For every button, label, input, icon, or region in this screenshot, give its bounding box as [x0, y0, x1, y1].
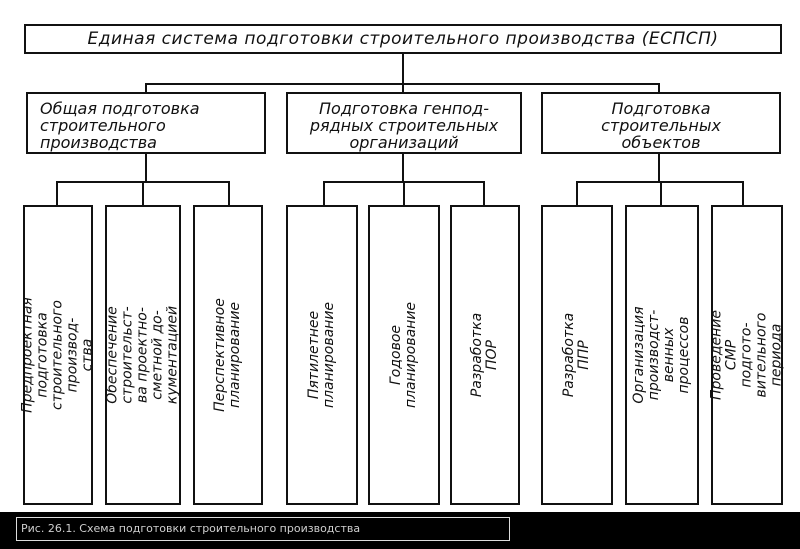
- connector: [403, 181, 405, 206]
- leaf-node-preparatory-works: [708, 205, 785, 505]
- group-node-objects: [541, 92, 781, 154]
- group-node-label: Общая подготовка строительного производства: [40, 99, 200, 152]
- group-node-label: Подготовка строительных объектов: [601, 99, 721, 152]
- leaf-node-label: Перспективное планирование: [212, 298, 243, 412]
- leaf-node-label: Проведение СМР подгото- вительного периода: [708, 309, 785, 401]
- connector: [145, 154, 147, 182]
- connector: [228, 181, 230, 206]
- leaf-node-perspective: [193, 205, 263, 505]
- connector: [742, 181, 744, 206]
- group-node-contractors: [286, 92, 522, 154]
- leaf-node-label: Пятилетнее планирование: [306, 301, 337, 409]
- leaf-node-documentation: [105, 205, 181, 505]
- connector: [402, 54, 404, 84]
- connector: [402, 154, 404, 182]
- group-node-label: Подготовка генпод- рядных строительных организаций: [309, 99, 499, 152]
- leaf-node-processes: [625, 205, 699, 505]
- leaf-node-label: Организация производст- венных процессов: [631, 306, 692, 404]
- leaf-node-label: Годовое планирование: [388, 301, 419, 409]
- connector: [658, 154, 660, 182]
- leaf-node-label: Предпроектная подготовка строительного производ- ства: [19, 297, 96, 413]
- leaf-node-label: Обеспечение строительст- ва проектно-сметной до- кументацией: [104, 305, 181, 405]
- group-node-general: [26, 92, 266, 154]
- connector: [56, 181, 58, 206]
- leaf-node-five-year: [286, 205, 358, 505]
- leaf-node-preproject: [19, 205, 96, 505]
- leaf-node-label: Разработка ПОР: [469, 312, 500, 398]
- figure-caption: Рис. 26.1. Схема подготовки строительного производства: [16, 517, 510, 541]
- root-node: [24, 24, 782, 54]
- connector: [576, 181, 578, 206]
- connector: [323, 181, 325, 206]
- connector: [660, 181, 662, 206]
- leaf-node-por: [450, 205, 520, 505]
- root-node-label: Единая система подготовки строительного производства (ЕСПСП): [87, 29, 719, 49]
- leaf-node-label: Разработка ППР: [561, 312, 592, 398]
- connector: [142, 181, 144, 206]
- leaf-node-annual: [368, 205, 440, 505]
- leaf-node-ppr: [541, 205, 613, 505]
- connector: [483, 181, 485, 206]
